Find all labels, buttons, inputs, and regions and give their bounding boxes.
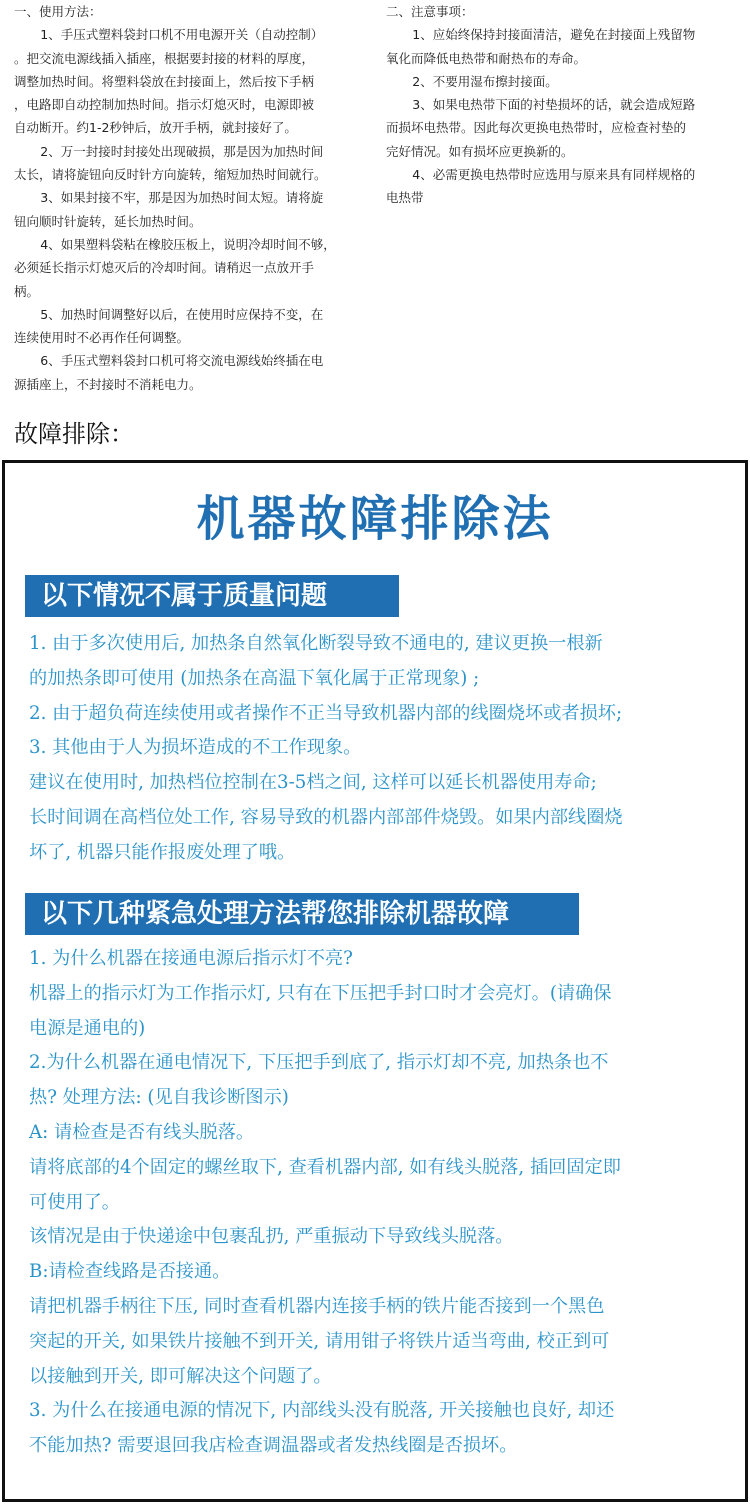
troubleshoot-line: 不能加热? 需要退回我店检查调温器或者发热线圈是否损坏。: [29, 1435, 518, 1457]
usage-line: 5、加热时间调整好以后，在使用时应保持不变，在: [40, 306, 324, 322]
usage-line: 太长，请将旋钮向反时针方向旋转，缩短加热时间就行。: [14, 167, 327, 183]
panel-title: 机器故障排除法: [196, 491, 554, 547]
notes-heading: 二、注意事项：: [386, 4, 474, 19]
troubleshoot-line: 2. 由于超负荷连续使用或者操作不正当导致机器内部的线圈烧坏或者损坏;: [29, 702, 623, 724]
section-banner-not-quality-issue: 以下情况不属于质量问题: [25, 575, 399, 617]
troubleshoot-line: 热? 处理方法: (见自我诊断图示): [29, 1087, 289, 1109]
troubleshoot-line: 请把机器手柄往下压, 同时查看机器内连接手柄的铁片能否接到一个黑色: [29, 1295, 605, 1317]
troubleshoot-line: 的加热条即可使用 (加热条在高温下氧化属于正常现象) ;: [29, 667, 480, 689]
notes-line: 1、应始终保持封接面清洁，避免在封接面上残留物: [412, 27, 696, 43]
notes-line: 而损坏电热带。因此每次更换电热带时，应检查衬垫的: [386, 120, 687, 136]
troubleshoot-line: 机器上的指示灯为工作指示灯, 只有在下压把手封口时才会亮灯。(请确保: [29, 982, 612, 1004]
troubleshoot-line: 长时间调在高档位处工作, 容易导致的机器内部部件烧毁。如果内部线圈烧: [29, 806, 623, 828]
usage-heading: 一、使用方法：: [14, 4, 102, 19]
troubleshoot-line: 3. 其他由于人为损坏造成的不工作现象。: [29, 737, 362, 759]
troubleshoot-line: 突起的开关, 如果铁片接触不到开关, 请用钳子将铁片适当弯曲, 校正到可: [29, 1330, 610, 1352]
usage-line: 连续使用时不必再作任何调整。: [14, 330, 190, 346]
troubleshoot-line: 2.为什么机器在通电情况下, 下压把手到底了, 指示灯却不亮, 加热条也不: [29, 1052, 609, 1074]
notes-lines: [386, 23, 736, 209]
usage-line: 1、手压式塑料袋封口机不用电源开关（自动控制）: [40, 27, 324, 43]
usage-line: 2、万一封接时封接处出现破损，那是因为加热时间: [40, 143, 324, 159]
usage-lines: [14, 23, 350, 396]
troubleshoot-line: B:请检查线路是否接通。: [29, 1261, 231, 1283]
instructions-area: [0, 0, 750, 410]
troubleshoot-line: 该情况是由于快递途中包裹乱扔, 严重振动下导致线头脱落。: [29, 1226, 514, 1248]
notes-line: 2、不要用湿布擦封接面。: [412, 73, 558, 89]
usage-line: 必须延长指示灯熄灭后的冷却时间。请稍迟一点放开手: [14, 260, 315, 276]
usage-line: 3、如果封接不牢，那是因为加热时间太短。请将旋: [40, 190, 324, 206]
usage-column: [14, 0, 350, 396]
troubleshoot-line: 1. 由于多次使用后, 加热条自然氧化断裂导致不通电的, 建议更换一根新: [29, 633, 603, 654]
section-emergency-fixes-text: [29, 942, 729, 1464]
usage-line: 4、如果塑料袋粘在橡胶压板上，说明冷却时间不够，: [40, 236, 336, 252]
troubleshoot-line: 建议在使用时, 加热档位控制在3-5档之间, 这样可以延长机器使用寿命;: [29, 772, 597, 794]
troubleshoot-line: 请将底部的4个固定的螺丝取下, 查看机器内部, 如有线头脱落, 插回固定即: [29, 1156, 621, 1178]
notes-line: 电热带: [386, 190, 424, 206]
notes-line: 4、必需更换电热带时应选用与原来具有同样规格的: [412, 167, 696, 183]
section-not-quality-issue-text: [29, 627, 729, 871]
troubleshoot-line: 1. 为什么机器在接通电源后指示灯不亮?: [29, 948, 353, 969]
usage-line: 柄。: [14, 283, 40, 299]
usage-line: 调整加热时间。将塑料袋放在封接面上，然后按下手柄: [14, 73, 315, 89]
notes-line: 完好情况。如有损坏应更换新的。: [386, 143, 574, 159]
troubleshoot-line: 电源是通电的): [29, 1017, 146, 1039]
usage-line: ，电路即自动控制加热时间。指示灯熄灭时，电源即被: [14, 97, 315, 113]
notes-column: [386, 0, 736, 210]
notes-line: 3、如果电热带下面的衬垫损坏的话，就会造成短路: [412, 97, 696, 113]
notes-line: 氧化而降低电热带和耐热布的寿命。: [386, 50, 587, 66]
usage-line: 。把交流电源线插入插座，根据要封接的材料的厚度，: [14, 50, 315, 66]
troubleshoot-line: 坏了, 机器只能作报废处理了哦。: [29, 841, 296, 863]
troubleshoot-line: 可使用了。: [29, 1191, 120, 1213]
usage-line: 6、手压式塑料袋封口机可将交流电源线始终插在电: [40, 353, 324, 369]
troubleshoot-line: 3. 为什么在接通电源的情况下, 内部线头没有脱落, 开关接触也良好, 却还: [29, 1400, 615, 1422]
usage-line: 自动断开。约1-2秒钟后，放开手柄，就封接好了。: [14, 120, 297, 136]
faults-heading: 故障排除：: [14, 420, 134, 448]
troubleshoot-line: 以接触到开关, 即可解决这个问题了。: [29, 1365, 332, 1387]
troubleshoot-line: A: 请检查是否有线头脱落。: [29, 1121, 255, 1143]
usage-line: 钮向顺时针旋转，延长加热时间。: [14, 213, 202, 229]
troubleshooting-panel: [2, 460, 748, 1502]
usage-line: 源插座上，不封接时不消耗电力。: [14, 376, 202, 392]
section-banner-emergency-fixes: 以下几种紧急处理方法帮您排除机器故障: [25, 893, 579, 935]
